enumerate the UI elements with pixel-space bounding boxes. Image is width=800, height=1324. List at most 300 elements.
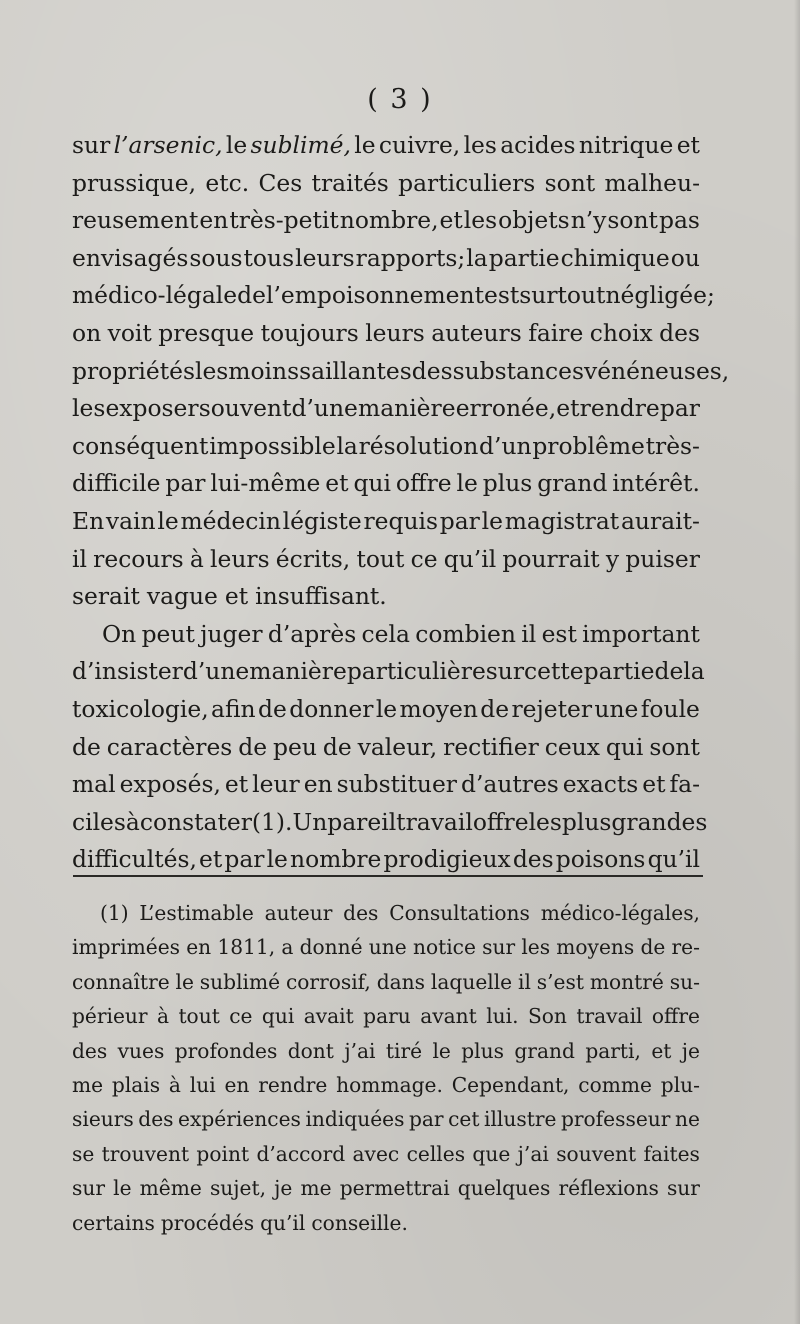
word: d’une [182, 657, 250, 686]
word: donner [289, 694, 374, 723]
word: important [582, 619, 700, 648]
word: prussique, [72, 168, 197, 197]
word: procédés [160, 1210, 255, 1235]
word: il [518, 969, 531, 994]
word: moyen [399, 694, 478, 723]
footnote-line [72, 896, 700, 930]
word: en [224, 1072, 250, 1097]
word: combien [415, 619, 516, 648]
word: moins [228, 356, 300, 385]
word: difficultés, [72, 845, 197, 874]
word: il [521, 619, 537, 648]
word: exposés, [119, 770, 221, 799]
word: dont [287, 1038, 334, 1063]
word: que [472, 1141, 511, 1166]
word: re- [671, 935, 700, 960]
word: profondes [174, 1038, 278, 1063]
word: magistrat [504, 506, 620, 535]
word: je [274, 1176, 293, 1201]
text-line [72, 465, 700, 503]
word: médico-légales, [540, 901, 700, 925]
text-line [72, 503, 700, 541]
word: trouvent [101, 1141, 190, 1166]
word: En [72, 506, 105, 535]
word: chimique [560, 243, 670, 272]
word: dans [376, 969, 426, 994]
word: me [72, 1072, 104, 1097]
word: On [102, 619, 137, 648]
word: conséquent [72, 431, 209, 460]
word: souvent [556, 1141, 637, 1166]
word: connaître [72, 969, 170, 994]
word: insuffisant. [255, 582, 387, 611]
word: des [138, 1107, 174, 1132]
word: plus [561, 807, 612, 836]
word: plu- [660, 1072, 700, 1097]
word: partie [488, 243, 560, 272]
word: constater [139, 807, 252, 836]
word: à [156, 1004, 170, 1029]
text-line [72, 240, 700, 278]
word: sous [189, 243, 243, 272]
word: leur [252, 770, 300, 799]
word: par [659, 394, 700, 423]
word: cette [524, 657, 584, 686]
word: vues [117, 1038, 165, 1063]
word: vénéneuses, [584, 356, 730, 385]
word: nombre, [339, 206, 439, 235]
word: afin [211, 694, 256, 723]
word: partie [583, 657, 655, 686]
text-line [72, 729, 700, 767]
word: le [157, 506, 179, 535]
footnote-line [72, 1137, 700, 1171]
word: vague [146, 582, 218, 611]
word: d’un [479, 431, 532, 460]
word: difficile [72, 469, 161, 498]
word: très-petit [229, 206, 339, 235]
footnote-line [72, 1102, 700, 1136]
word: sieurs [72, 1107, 134, 1132]
word: exacts [562, 770, 639, 799]
word: légiste [282, 506, 362, 535]
word: plus [482, 469, 533, 498]
word: cuivre, [378, 131, 461, 159]
word: impossible [209, 431, 336, 460]
word: même [139, 1176, 202, 1201]
word: presque [158, 318, 255, 347]
word: en [186, 935, 212, 960]
word: problême [532, 431, 645, 460]
word: nombre [290, 845, 382, 874]
word: substances [452, 356, 584, 385]
word: les [194, 356, 229, 385]
word: avec [352, 1141, 400, 1166]
text-line [72, 804, 708, 842]
word: quelques [457, 1176, 551, 1201]
word: Un [292, 807, 328, 836]
footnote-line [72, 1206, 700, 1240]
word: résolution [358, 431, 479, 460]
word: les [521, 935, 551, 960]
word: des [512, 845, 554, 874]
footnote-block [72, 896, 700, 1240]
word: objets [498, 206, 570, 235]
word: par [165, 469, 206, 498]
word: rejeter [511, 694, 593, 723]
word: négligée; [605, 281, 715, 310]
word: grand [537, 469, 608, 498]
footnote-line [72, 930, 700, 964]
word: par [439, 506, 480, 535]
word: (1). [251, 807, 293, 836]
word: poisons [555, 845, 646, 874]
word: ce [410, 544, 438, 573]
word: prodigieux [383, 845, 511, 874]
word: il [72, 544, 87, 573]
word: une [368, 935, 407, 960]
word: rectifier [443, 732, 539, 761]
word: en [303, 770, 333, 799]
word: on [72, 318, 102, 347]
word: d’insister [72, 657, 183, 686]
word: foule [640, 694, 700, 723]
word: ou [670, 243, 700, 272]
word: sujet, [209, 1176, 267, 1201]
word: sur [72, 1176, 106, 1201]
word: se [72, 1141, 95, 1166]
word: grandes [611, 807, 708, 836]
word: et [224, 582, 249, 611]
word: offre [472, 807, 529, 836]
footnote-line [72, 1034, 700, 1068]
word: des [72, 1038, 108, 1063]
word: Cependant, [451, 1072, 570, 1097]
word: corrosif, [285, 969, 371, 994]
word: reusement [72, 206, 199, 235]
word: travail [396, 807, 473, 836]
word: valeur, [357, 732, 438, 761]
word: je [681, 1038, 700, 1063]
word: peu [273, 732, 317, 761]
word: d’autres [460, 770, 559, 799]
word: de [654, 657, 684, 686]
word: qui [261, 1004, 295, 1029]
word: de [238, 732, 268, 761]
word: à [189, 544, 204, 573]
text-line [72, 766, 700, 804]
word: Consultations [389, 901, 530, 925]
word: plus [461, 1038, 504, 1063]
word: toxicologie, [72, 694, 209, 723]
word: le [225, 131, 248, 159]
text-line [72, 390, 700, 428]
word: de [237, 281, 266, 310]
word: notice [412, 935, 476, 960]
word: celles [406, 1141, 466, 1166]
word: avait [303, 1004, 354, 1029]
word: souvent [198, 394, 292, 423]
word: aurait- [620, 506, 700, 535]
word: la [466, 243, 488, 272]
word: illustre [483, 1107, 557, 1132]
word: lui-même [210, 469, 321, 498]
word: leurs [210, 544, 270, 573]
word: intérêt. [612, 469, 700, 498]
word: point [196, 1141, 250, 1166]
word: médecin [180, 506, 281, 535]
word: faites [643, 1141, 700, 1166]
word: sublimé, [250, 131, 351, 159]
word: lui. [486, 1004, 519, 1029]
word: laquelle [430, 969, 513, 994]
footnote-separator-rule [73, 875, 703, 877]
word: offre [651, 1004, 700, 1029]
word: imprimées [72, 935, 181, 960]
word: cela [361, 619, 410, 648]
word: Ces [258, 168, 303, 197]
word: particulière [346, 657, 486, 686]
word: rendre [258, 1072, 328, 1097]
word: ne [674, 1107, 700, 1132]
page-number: ( 3 ) [367, 84, 433, 115]
word: les [72, 394, 106, 423]
word: conseille. [311, 1210, 408, 1235]
word: paru [363, 1004, 411, 1029]
word: sublimé [199, 969, 281, 994]
word: me [300, 1176, 332, 1201]
text-line [72, 127, 700, 165]
word: l’arsenic, [113, 131, 223, 159]
word: sur [666, 1176, 700, 1201]
word: est [541, 619, 577, 648]
word: les [463, 131, 497, 159]
word: pareil [327, 807, 397, 836]
word: lui [189, 1072, 216, 1097]
word: fa- [669, 770, 700, 799]
word: et [676, 131, 700, 159]
word: et [642, 770, 666, 799]
word: (1) [100, 901, 129, 925]
word: d’accord [256, 1141, 346, 1166]
word: manière [249, 657, 347, 686]
word: erronée, [455, 394, 557, 423]
word: sont [544, 168, 596, 197]
word: substituer [336, 770, 457, 799]
page-edge-shadow [794, 0, 800, 1324]
word: ceux [544, 732, 600, 761]
word: qu’il [443, 544, 497, 573]
word: d’après [267, 619, 357, 648]
word: très- [645, 431, 700, 460]
word: voit [107, 318, 152, 347]
text-line [72, 202, 700, 240]
word: le [113, 1176, 132, 1201]
word: de [640, 935, 666, 960]
word: particuliers [398, 168, 536, 197]
word: le [481, 506, 503, 535]
word: traités [311, 168, 389, 197]
word: médico-légale [72, 281, 238, 310]
word: j’ai [517, 1141, 549, 1166]
word: une [594, 694, 639, 723]
word: parti, [585, 1038, 641, 1063]
word: toujours [260, 318, 359, 347]
word: peut [141, 619, 195, 648]
word: l’empoisonnement [265, 281, 484, 310]
word: par [224, 845, 265, 874]
word: auteur [264, 901, 333, 925]
main-text-block [72, 127, 730, 879]
word: la [336, 431, 358, 460]
word: tout [178, 1004, 220, 1029]
word: mal [72, 770, 116, 799]
word: sur [485, 657, 525, 686]
word: le [456, 469, 478, 498]
word: comme [578, 1072, 652, 1097]
word: leurs [295, 243, 355, 272]
text-line [72, 691, 700, 729]
word: pourrait [502, 544, 600, 573]
word: offre [395, 469, 452, 498]
word: malheu- [604, 168, 700, 197]
word: des [659, 318, 700, 347]
word: L’estimable [139, 901, 254, 925]
text-line [72, 541, 700, 579]
word: le [432, 1038, 451, 1063]
word: rapports; [355, 243, 466, 272]
word: leurs [365, 318, 425, 347]
word: envisagés [72, 243, 189, 272]
word: et [224, 770, 249, 799]
word: le [175, 969, 194, 994]
word: pas [658, 206, 700, 235]
word: sont [607, 206, 658, 235]
word: tiré [385, 1038, 423, 1063]
word: propriétés [72, 356, 195, 385]
word: vain [105, 506, 156, 535]
word: à [168, 1072, 181, 1097]
word: avant [420, 1004, 477, 1029]
word: rendre [579, 394, 660, 423]
word: et [439, 206, 463, 235]
word: s’est [536, 969, 584, 994]
word: et [325, 469, 349, 498]
word: écrits, [275, 544, 351, 573]
word: les [463, 206, 498, 235]
word: a [281, 935, 294, 960]
word: auteurs [431, 318, 522, 347]
word: sont [649, 732, 700, 761]
word: des [343, 901, 379, 925]
word: y [605, 544, 620, 573]
word: sur [482, 935, 516, 960]
word: est [484, 281, 520, 310]
text-line [72, 653, 705, 691]
word: n’y [570, 206, 607, 235]
text-line [72, 578, 700, 616]
word: de [72, 732, 101, 761]
text-line [72, 428, 700, 466]
word: tous [243, 243, 295, 272]
word: puiser [625, 544, 700, 573]
word: ce [229, 1004, 253, 1029]
word: de [322, 732, 352, 761]
word: requis [363, 506, 438, 535]
word: et [651, 1038, 672, 1063]
word: le [354, 131, 376, 159]
word: les [528, 807, 562, 836]
word: acides [500, 131, 576, 159]
word: de [480, 694, 510, 723]
word: grand [514, 1038, 575, 1063]
word: 1811, [217, 935, 276, 960]
text-line [72, 277, 715, 315]
word: professeur [560, 1107, 671, 1132]
word: qui [353, 469, 391, 498]
word: qui [605, 732, 644, 761]
word: plais [111, 1072, 161, 1097]
word: cet [448, 1107, 480, 1132]
word: et [199, 845, 223, 874]
word: exposer [105, 394, 199, 423]
word: le [266, 845, 288, 874]
word: la [683, 657, 705, 686]
word: caractères [106, 732, 233, 761]
footnote-line [72, 999, 700, 1033]
word: ciles [72, 807, 126, 836]
word: su- [669, 969, 700, 994]
word: d’une [291, 394, 358, 423]
text-line [72, 165, 700, 203]
word: réflexions [558, 1176, 659, 1201]
word: j’ai [344, 1038, 376, 1063]
word: par [408, 1107, 444, 1132]
word: juger [200, 619, 263, 648]
word: le [375, 694, 398, 723]
word: moyens [556, 935, 635, 960]
word: donné [299, 935, 363, 960]
word: certains [72, 1210, 155, 1235]
word: hommage. [336, 1072, 443, 1097]
word: tout [356, 544, 405, 573]
word: périeur [72, 1004, 148, 1029]
word: surtout [519, 281, 606, 310]
word: recours [93, 544, 184, 573]
word: nitrique [578, 131, 674, 159]
word: etc. [205, 168, 250, 197]
word: manière [358, 394, 456, 423]
text-line [72, 616, 700, 654]
word: à [125, 807, 140, 836]
word: et [556, 394, 580, 423]
word: Son [527, 1004, 567, 1029]
word: montré [589, 969, 664, 994]
word: qu’il [647, 845, 700, 874]
word: permettrai [339, 1176, 450, 1201]
word: travail [576, 1004, 643, 1029]
word: qu’il [260, 1210, 306, 1235]
word: expériences [178, 1107, 301, 1132]
word: sur [72, 131, 111, 159]
word: indiquées [305, 1107, 405, 1132]
word: des [411, 356, 453, 385]
footnote-line [72, 965, 700, 999]
footnote-line [72, 1068, 700, 1102]
text-line [72, 315, 700, 353]
word: de [258, 694, 287, 723]
word: choix [589, 318, 653, 347]
